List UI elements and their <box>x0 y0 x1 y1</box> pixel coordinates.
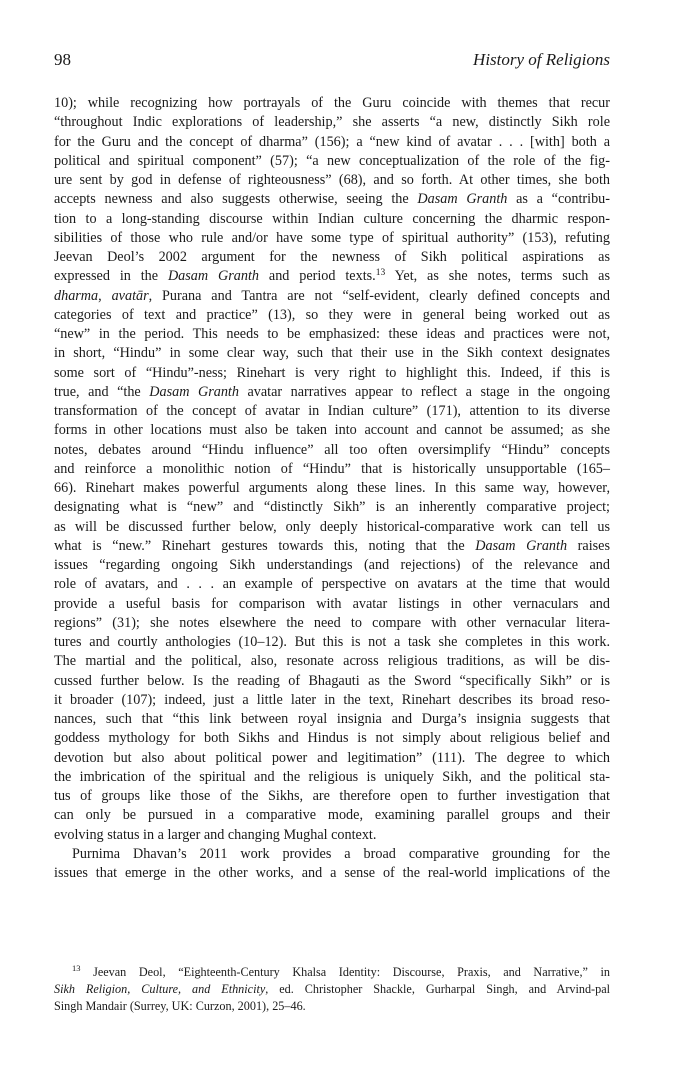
text-line: some sort of “Hindu”-ness; Rinehart is very right to highlight this. Indeed, if this is <box>54 364 610 381</box>
footnote-13 <box>54 964 610 1015</box>
text-line: regions” (31); she notes elsewhere the need to compare with other vernacular litera- <box>54 614 610 631</box>
text-line: sibilities of those who rule and/or have some type of spiritual authority” (153), refuting <box>54 229 610 246</box>
text-line: transformation of the concept of avatar in Indian culture” (171), attention to its diverse <box>54 403 610 419</box>
text-run: expressed in the <box>54 268 168 285</box>
book-title: Dasam Granth <box>417 191 508 208</box>
book-title: Dasam Granth <box>475 537 568 554</box>
text-run: what is “new.” Rinehart gestures towards this, noting that the <box>54 537 476 554</box>
book-title: Sikh Religion, Culture, and Ethnicity <box>54 982 266 996</box>
paragraph <box>54 845 610 884</box>
text-line: the imbrication of the spiritual and the religious is uniquely Sikh, and the political sta- <box>54 768 610 785</box>
paragraph <box>54 94 610 845</box>
text-line: in short, “Hindu” in some clear way, such that their use in the Sikh context designates <box>54 345 610 362</box>
footnote-line <box>54 981 610 998</box>
text-run: , <box>98 287 112 304</box>
text-line: evolving status in a larger and changing Mughal context. <box>54 826 377 843</box>
text-line: cussed further below. Is the reading of Bhagauti as the Sword “specifically Sikh” or is <box>54 672 610 689</box>
term: avatār <box>111 287 149 304</box>
text-line <box>54 537 610 556</box>
text-line: issues “regarding ongoing Sikh understandings (and rejections) of the relevance and <box>54 557 610 573</box>
text-line: and reinforce a monolithic notion of “Hindu” that is historically unsupportable (165– <box>54 460 610 477</box>
text-line: tus of groups like those of the Sikhs, are therefore open to further investigation that <box>54 788 610 804</box>
text-line <box>54 267 610 286</box>
journal-page <box>54 0 610 1086</box>
text-line: goddess mythology for both Sikhs and Hindus is not simply about religious belief and <box>54 730 610 747</box>
text-line: issues that emerge in the other works, and a sense of the real-world implications of the <box>54 865 610 881</box>
footnote-line <box>54 964 610 981</box>
text-line: role of avatars, and . . . an example of perspective on avatars at the time that would <box>54 576 610 593</box>
text-line: 66). Rinehart makes powerful arguments along these lines. In this same way, however, <box>54 480 610 496</box>
text-line: Purnima Dhavan’s 2011 work provides a broad comparative grounding for the <box>72 845 610 862</box>
text-line <box>54 190 610 209</box>
footnote-line: Singh Mandair (Surrey, UK: Curzon, 2001), 25–46. <box>54 999 306 1013</box>
text-line: devotion but also about political power and legitimation” (111). The degree to which <box>54 749 610 766</box>
text-line: notes, debates around “Hindu influence” all too often oversimplify “Hindu” concepts <box>54 441 610 458</box>
footnotes <box>54 964 610 1015</box>
text-run: and period texts. <box>259 268 376 285</box>
text-line: forms in other locations must also be taken into account and cannot be assumed; as she <box>54 422 610 439</box>
text-run: , Purana and Tantra are not “self-evident, clearly defined concepts and <box>148 287 611 304</box>
text-line: 10); while recognizing how portrayals of the Guru coincide with themes that recur <box>54 95 610 111</box>
text-line: ure sent by god in defense of righteousness” (68), and so forth. At other times, she both <box>54 172 610 188</box>
text-line: for the Guru and the concept of dharma” (156); a “new kind of avatar . . . [with] both a <box>54 133 610 150</box>
text-run: Jeevan Deol, “Eighteenth-Century Khalsa Identity: Discourse, Praxis, and Narrative,” in <box>80 965 610 979</box>
text-run: as a “contribu- <box>507 191 610 208</box>
text-line: “throughout Indic explorations of leadership,” she asserts “a new, distinctly Sikh role <box>54 114 610 131</box>
footnote-mark: 13 <box>72 963 81 973</box>
text-line: can only be pursued in a comparative mode, examining parallel groups and their <box>54 807 610 824</box>
text-run: accepts newness and also suggests otherwise, seeing the <box>54 191 418 208</box>
text-line: The martial and the political, also, resonate across religious traditions, as will be dis- <box>54 653 610 670</box>
text-line: nances, such that “this link between royal insignia and Durga’s insignia suggests that <box>54 711 610 727</box>
body-text <box>54 94 610 883</box>
text-run: avatar narratives appear to reflect a stage in the ongoing <box>238 383 610 400</box>
journal-title: History of Religions <box>473 50 610 69</box>
text-line: “new” in the period. This needs to be emphasized: these ideas and practices were not, <box>54 326 610 342</box>
text-line: designating what is “new” and “distinctly Sikh” is an inherently comparative project; <box>54 499 610 516</box>
text-run: , ed. Christopher Shackle, Gurharpal Singh, and Arvind-pal <box>265 982 610 996</box>
term: dharma <box>54 287 99 304</box>
text-line: it broader (107); indeed, just a little later in the text, Rinehart describes its broad reso- <box>54 691 610 708</box>
text-line: provide a useful basis for comparison with avatar listings in other vernaculars and <box>54 595 610 612</box>
footnote-reference[interactable]: 13 <box>375 268 386 279</box>
text-line: tion to a long-standing discourse within Indian culture concerning the dharmic respon- <box>54 210 610 227</box>
text-line <box>54 287 610 306</box>
running-head <box>54 50 610 74</box>
book-title: Dasam Granth <box>149 383 239 400</box>
text-line: political and spiritual component” (57); “a new conceptualization of the role of the fig- <box>54 152 610 169</box>
page-number: 98 <box>54 50 71 69</box>
text-line: tures and courtly anthologies (10–12). But this is not a task she completes in this work. <box>54 634 610 650</box>
text-line: Jeevan Deol’s 2002 argument for the newness of Sikh political aspirations as <box>54 249 610 265</box>
text-run: raises <box>567 537 610 554</box>
text-line <box>54 383 610 402</box>
text-line: as will be discussed further below, only deeply historical-comparative work can tell us <box>54 518 610 535</box>
text-line: categories of text and practice” (13), so they were in general being worked out as <box>54 306 610 323</box>
book-title: Dasam Granth <box>167 268 260 285</box>
text-run: true, and “the <box>54 383 150 400</box>
text-run: Yet, as she notes, terms such as <box>385 268 610 285</box>
